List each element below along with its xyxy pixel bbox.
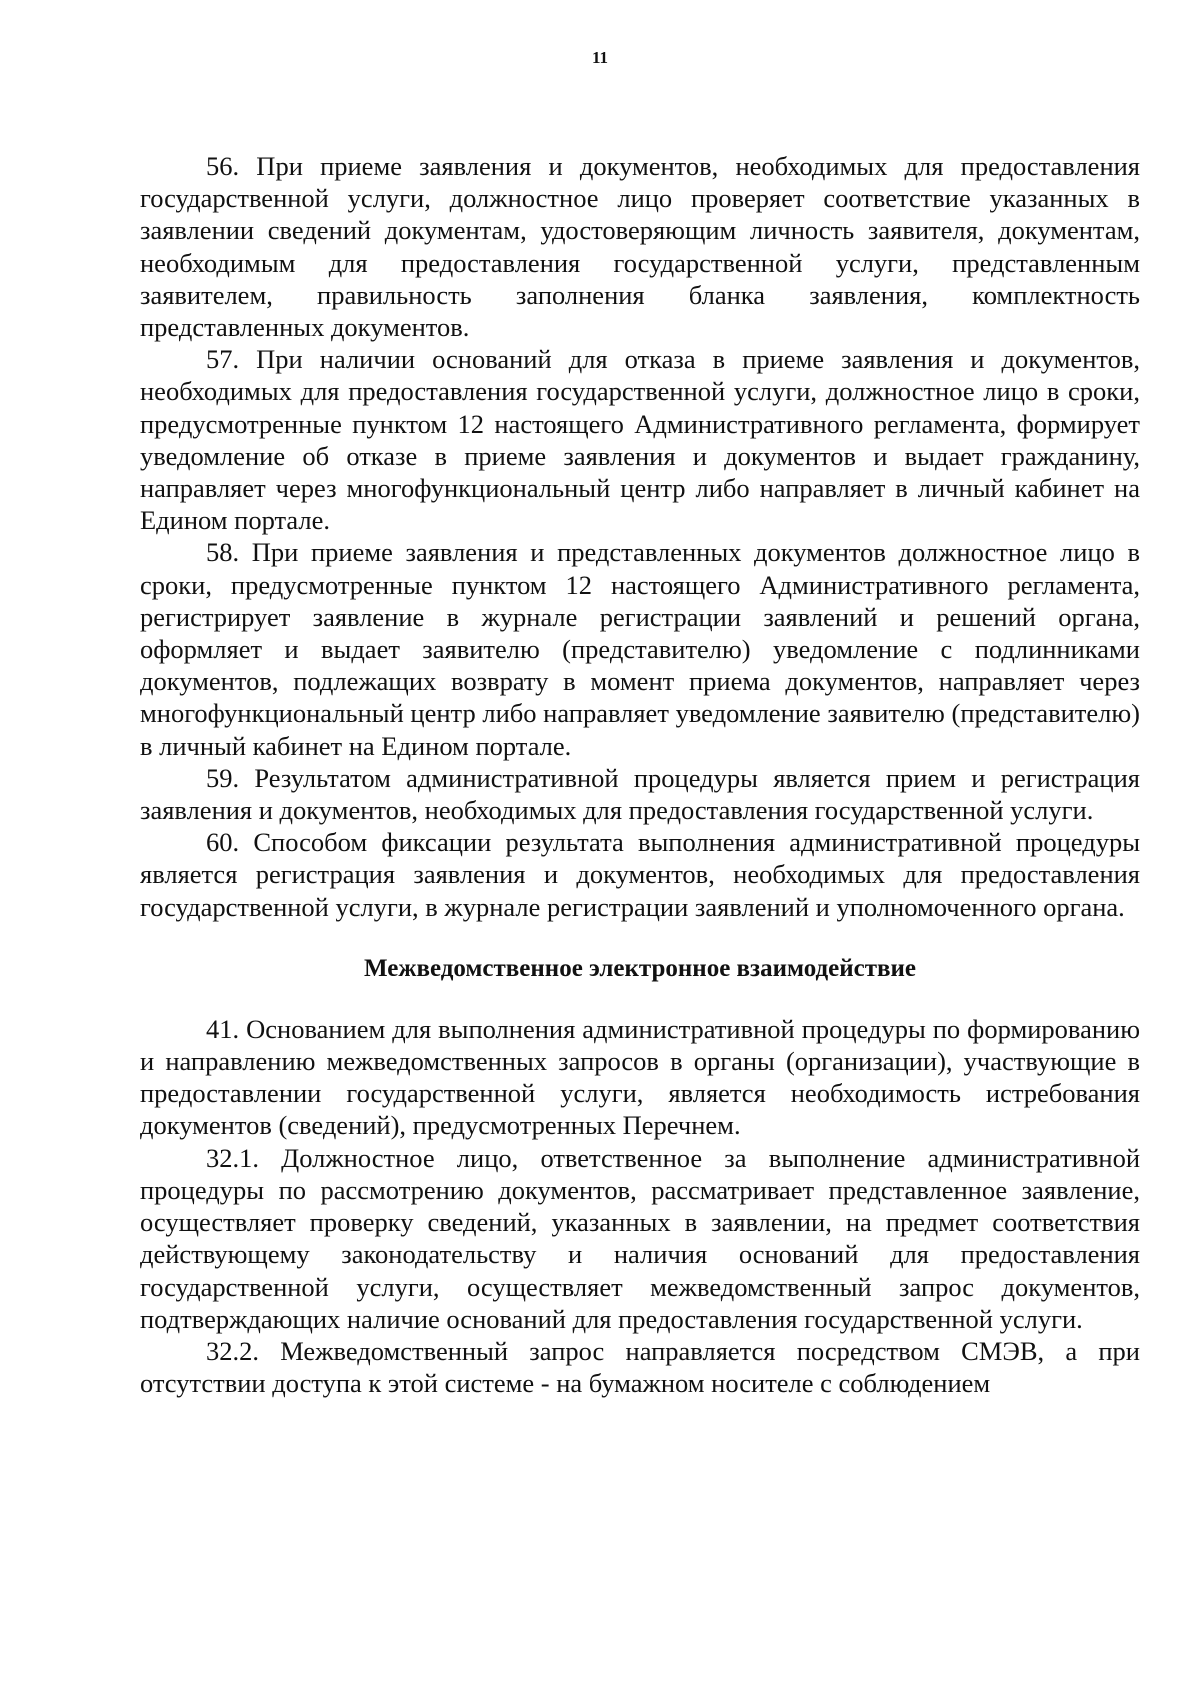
document-body	[140, 150, 1140, 1399]
page-number: 11	[591, 48, 609, 67]
paragraph-32-2: 32.2. Межведомственный запрос направляется посредством СМЭВ, а при отсутствии доступа к этой системе - на бумажном носителе с соблюдением	[140, 1335, 1140, 1399]
paragraph-41: 41. Основанием для выполнения административной процедуры по формированию и направлению межведомственных запросов в органы (организации), участвующие в предоставлении государственной услуги, является необходимость истребования документов (сведений), предусмотренных Перечнем.	[140, 1013, 1140, 1141]
paragraph-60: 60. Способом фиксации результата выполнения административной процедуры является регистрация заявления и документов, необходимых для предоставления государственной услуги, в журнале регистрации заявлений и уполномоченного органа.	[140, 827, 1140, 922]
paragraph-56: 56. При приеме заявления и документов, необходимых для предоставления государственной услуги, должностное лицо проверяет соответствие указанных в заявлении сведений документам, удостоверяющим личность заявителя, документам, необходимым для предоставления государственной услуги, представленным заявителем, правильность заполнения бланка заявления, комплектность представленных документов.	[140, 151, 1140, 343]
paragraph-58: 58. При приеме заявления и представленных документов должностное лицо в сроки, предусмотренные пунктом 12 настоящего Административного регламента, регистрирует заявление в журнале регистрации заявлений и решений органа, оформляет и выдает заявителю (представителю) уведомление с подлинниками документов, подлежащих возврату в момент приема документов, направляет через многофункциональный центр либо направляет уведомление заявителю (представителю) в личный кабинет на Едином портале.	[140, 537, 1140, 761]
paragraph-32-1: 32.1. Должностное лицо, ответственное за выполнение административной процедуры по рассмотрению документов, рассматривает представленное заявление, осуществляет проверку сведений, указанных в заявлении, на предмет соответствия действующему законодательству и наличия оснований для предоставления государственной услуги, осуществляет межведомственный запрос документов, подтверждающих наличие оснований для предоставления государственной услуги.	[140, 1142, 1140, 1334]
paragraph-59: 59. Результатом административной процедуры является прием и регистрация заявления и документов, необходимых для предоставления государственной услуги.	[140, 762, 1140, 826]
section-heading: Межведомственное электронное взаимодействие	[363, 954, 917, 982]
paragraph-57: 57. При наличии оснований для отказа в приеме заявления и документов, необходимых для предоставления государственной услуги, должностное лицо в сроки, предусмотренные пунктом 12 настоящего Административного регламента, формирует уведомление об отказе в приеме заявления и документов и выдает гражданину, направляет через многофункциональный центр либо направляет в личный кабинет на Едином портале.	[140, 344, 1140, 536]
